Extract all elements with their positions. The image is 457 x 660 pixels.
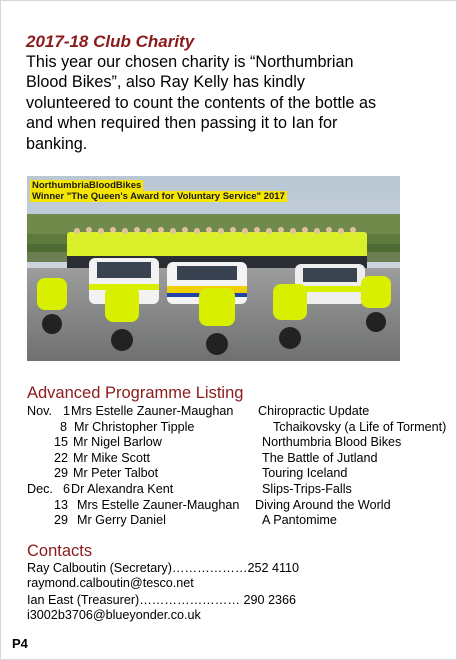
contact-secretary-email: raymond.calboutin@tesco.net	[27, 576, 194, 590]
programme-day: 15	[54, 435, 69, 450]
programme-speaker: Mr Christopher Tipple	[74, 419, 195, 434]
charity-line: and when required then passing it to Ian for	[26, 114, 338, 133]
programme-topic: Tchaikovsky (a Life of Torment)	[273, 419, 447, 434]
photo-banner	[30, 180, 287, 202]
banner-line: NorthumbriaBloodBikes	[32, 180, 142, 191]
contact-treasurer-email: i3002b3706@blueyonder.co.uk	[27, 608, 201, 622]
programme-topic: Diving Around the World	[255, 497, 391, 512]
programme-topic: Slips-Trips-Falls	[262, 482, 352, 496]
charity-line: This year our chosen charity is “Northumbrian	[26, 53, 354, 71]
programme-day: 6	[63, 482, 71, 496]
programme-topic: Northumbria Blood Bikes	[262, 435, 402, 450]
contact-treasurer: Ian East (Treasurer)…………………… 290 2366	[27, 593, 296, 607]
programme-speaker: Mr Gerry Daniel	[77, 513, 166, 528]
programme-speaker: Mr Peter Talbot	[73, 466, 159, 481]
programme-topic: The Battle of Jutland	[262, 450, 378, 465]
contact-secretary: Ray Calboutin (Secretary)………………252 4110	[27, 561, 300, 575]
programme-speaker: Dr Alexandra Kent	[71, 482, 174, 496]
programme-speaker: Mr Mike Scott	[73, 450, 150, 465]
programme-day: 29	[54, 466, 69, 481]
charity-title: 2017-18 Club Charity	[26, 32, 195, 51]
programme-topic: Chiropractic Update	[258, 404, 370, 418]
blood-bikes-photo	[27, 176, 400, 361]
programme-title: Advanced Programme Listing	[27, 384, 244, 402]
photo-illustration	[27, 176, 400, 361]
charity-line: volunteered to count the contents of the bottle as	[26, 93, 377, 112]
programme-speaker: Mrs Estelle Zauner-Maughan	[77, 497, 240, 512]
programme-month: Nov.	[27, 404, 52, 418]
programme-month: Dec.	[27, 482, 53, 496]
programme-day: 1	[63, 404, 71, 418]
programme-day: 29	[54, 513, 69, 528]
banner-line: Winner "The Queen's Award for Voluntary Service" 2017	[32, 191, 285, 202]
charity-line: banking.	[26, 134, 88, 153]
contacts-title: Contacts	[27, 542, 93, 560]
charity-description	[26, 52, 436, 154]
programme-day: 8	[60, 419, 68, 434]
page-number: P4	[12, 636, 28, 651]
programme-day: 22	[54, 450, 69, 465]
charity-line: Blood Bikes”, also Ray Kelly has kindly	[26, 73, 305, 92]
programme-topic: Touring Iceland	[262, 466, 348, 481]
programme-speaker: Mr Nigel Barlow	[73, 435, 162, 450]
programme-speaker: Mrs Estelle Zauner-Maughan	[71, 404, 234, 418]
programme-topic: A Pantomime	[262, 513, 337, 528]
programme-day: 13	[54, 497, 69, 512]
